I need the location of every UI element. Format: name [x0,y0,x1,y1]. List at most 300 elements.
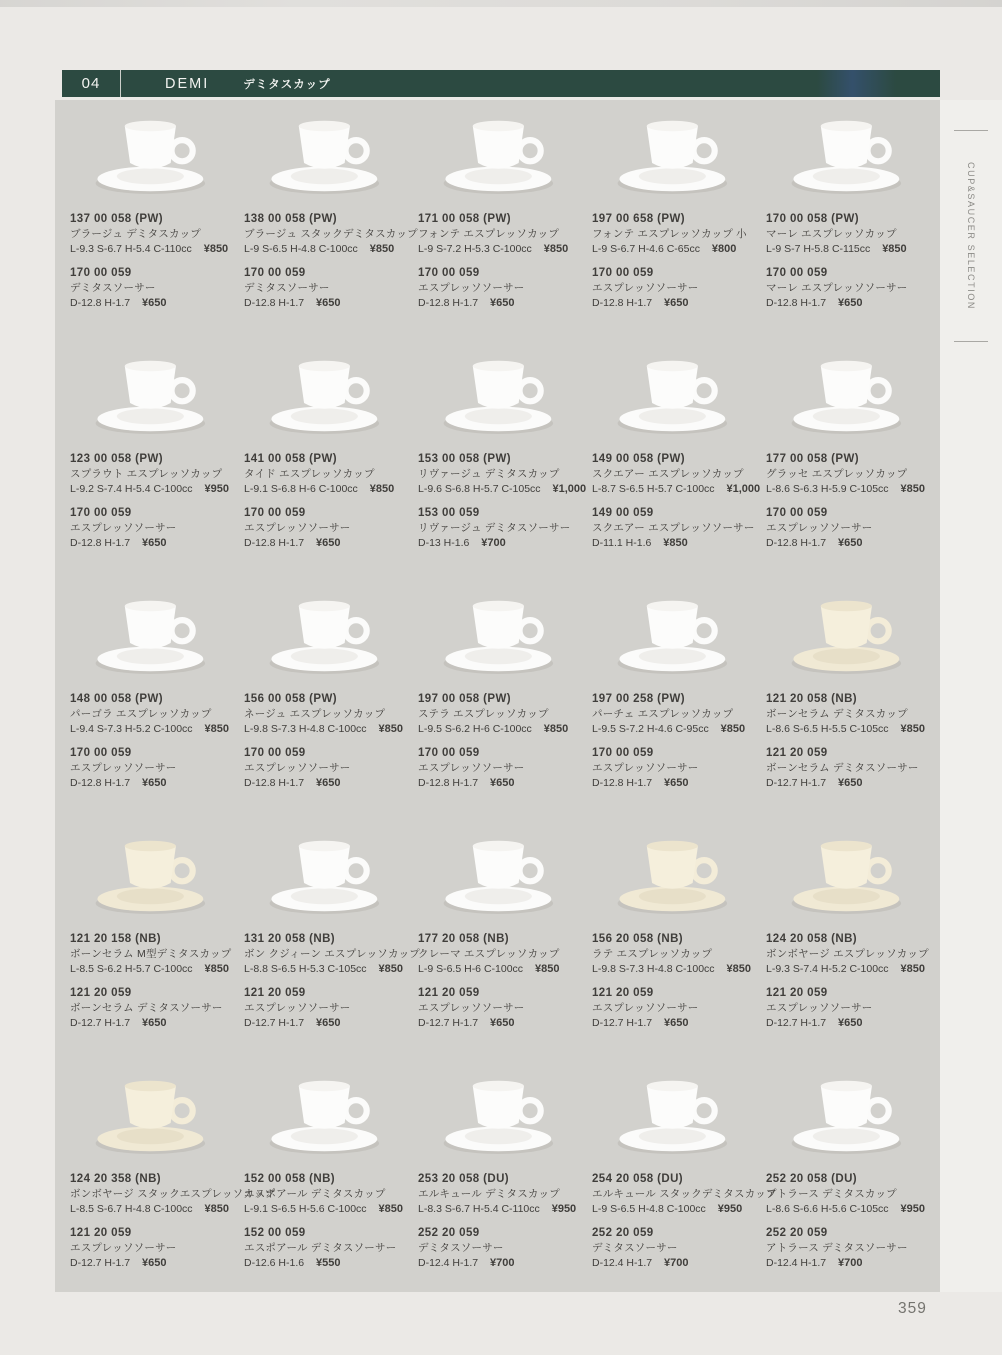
saucer-name: エスプレッソソーサー [592,1002,699,1014]
saucer-dimensions: D-12.7 H-1.7 [592,1017,653,1029]
cup-name: スクエアー エスプレッソカップ [592,468,744,480]
cup-code: 124 20 058 (NB) [766,933,858,945]
cup-and-saucer-image [774,590,924,682]
cup-dimensions: L-9 S-6.5 H-4.8 C-100cc [592,1203,706,1215]
product-cell [414,346,587,585]
saucer-dimensions: D-13 H-1.6 [418,537,470,549]
saucer-code: 149 00 059 [592,507,654,519]
product-info [418,1172,583,1271]
saucer-name: スクエアー エスプレッソソーサー [592,522,755,534]
cup-name: リヴァージュ デミタスカップ [418,468,560,480]
cup-and-saucer-image [600,830,750,922]
cup-and-saucer-image [774,110,924,202]
cup-name: ボーンセラム M型デミタスカップ [70,948,232,960]
cup-dimensions: L-9.4 S-7.3 H-5.2 C-100cc [70,723,193,735]
saucer-spec-line [766,1256,931,1271]
cup-and-saucer-image [252,1070,402,1162]
product-info [766,452,931,551]
saucer-price: ¥650 [490,777,515,789]
saucer-name: エスプレッソソーサー [244,522,351,534]
saucer-price: ¥650 [838,777,863,789]
cup-code: 124 20 358 (NB) [70,1173,162,1185]
product-photo [418,826,583,922]
cup-name: エスポアール デミタスカップ [244,1188,386,1200]
product-cell [588,586,761,825]
saucer-price: ¥650 [664,777,689,789]
saucer-dimensions: D-12.8 H-1.7 [766,537,827,549]
saucer-spec-line [418,536,583,551]
product-photo [592,1066,757,1162]
cup-name: アトラース デミタスカップ [766,1188,897,1200]
product-photo [70,106,235,202]
saucer-spec-line [244,776,409,791]
saucer-spec-line [244,536,409,551]
cup-dimensions: L-9.3 S-6.7 H-5.4 C-110cc [70,243,192,255]
saucer-code: 170 00 059 [418,747,480,759]
product-info [592,1172,777,1271]
product-photo [766,106,931,202]
cup-spec-line [244,962,409,977]
product-photo [70,1066,235,1162]
saucer-code: 170 00 059 [70,507,132,519]
cup-and-saucer-image [252,590,402,682]
saucer-spec-line [592,1016,757,1031]
cup-name: ボーンセラム デミタスカップ [766,708,908,720]
cup-and-saucer-image [78,350,228,442]
saucer-spec-line [592,296,757,311]
product-cell [762,346,935,585]
saucer-code: 252 20 059 [592,1227,654,1239]
product-photo [418,1066,583,1162]
cup-dimensions: L-9 S-6.5 H-4.8 C-100cc [244,243,358,255]
cup-and-saucer-image [78,590,228,682]
saucer-name: エスプレッソソーサー [766,1002,873,1014]
product-photo [592,106,757,202]
cup-price: ¥850 [204,1203,229,1215]
saucer-code: 121 20 059 [70,987,132,999]
product-info [766,692,931,791]
cup-dimensions: L-9.5 S-7.2 H-4.6 C-95cc [592,723,709,735]
cup-spec-line [244,1202,409,1217]
saucer-dimensions: D-12.4 H-1.7 [766,1257,827,1269]
cup-spec-line [418,1202,583,1217]
right-sidebar-strip [940,100,1002,1292]
product-cell [762,106,935,345]
saucer-spec-line [70,776,235,791]
cup-spec-line [244,482,409,497]
saucer-dimensions: D-12.8 H-1.7 [244,777,305,789]
cup-name: ボン クジィーン エスプレッソカップ [244,948,420,960]
cup-price: ¥850 [204,723,229,735]
cup-and-saucer-image [252,350,402,442]
saucer-code: 121 20 059 [244,987,306,999]
cup-price: ¥850 [378,723,403,735]
cup-and-saucer-image [78,1070,228,1162]
product-info [766,932,931,1031]
product-cell [414,1066,587,1305]
saucer-code: 121 20 059 [766,747,828,759]
product-info [418,212,583,311]
product-cell [66,586,239,825]
saucer-code: 121 20 059 [418,987,480,999]
cup-dimensions: L-9.1 S-6.8 H-6 C-100cc [244,483,358,495]
sidebar-label: CUP&SAUCER SELECTION [966,161,976,311]
product-photo [418,346,583,442]
saucer-code: 121 20 059 [766,987,828,999]
saucer-name: エスプレッソソーサー [70,1242,177,1254]
saucer-dimensions: D-12.8 H-1.7 [592,777,653,789]
saucer-dimensions: D-12.7 H-1.7 [418,1017,479,1029]
cup-name: パーゴラ エスプレッソカップ [70,708,212,720]
chapter-number: 04 [81,75,101,92]
saucer-dimensions: D-12.7 H-1.7 [766,1017,827,1029]
cup-name: パーチェ エスプレッソカップ [592,708,734,720]
cup-name: フォンテ エスプレッソカップ [418,228,560,240]
saucer-spec-line [244,1016,409,1031]
cup-code: 197 00 058 (PW) [418,693,511,705]
saucer-spec-line [766,296,931,311]
cup-price: ¥950 [717,1203,743,1215]
saucer-dimensions: D-12.8 H-1.7 [418,297,479,309]
product-cell [414,826,587,1065]
cup-name: ステラ エスプレッソカップ [418,708,549,720]
product-info [70,932,235,1031]
cup-spec-line [70,242,235,257]
saucer-spec-line [418,1256,583,1271]
cup-code: 171 00 058 (PW) [418,213,511,225]
saucer-price: ¥650 [142,537,167,549]
cup-dimensions: L-8.5 S-6.7 H-4.8 C-100cc [70,1203,193,1215]
cup-spec-line [418,482,587,497]
saucer-spec-line [766,536,931,551]
product-cell [588,346,761,585]
product-photo [418,106,583,202]
cup-spec-line [244,722,409,737]
saucer-spec-line [70,1016,235,1031]
saucer-price: ¥700 [838,1257,863,1269]
cup-and-saucer-image [426,590,576,682]
product-cell [762,586,935,825]
cup-code: 156 20 058 (NB) [592,933,684,945]
saucer-name: エスプレッソソーサー [766,522,873,534]
cup-spec-line [766,962,931,977]
product-info [766,212,931,311]
cup-price: ¥850 [369,483,395,495]
saucer-price: ¥650 [838,297,863,309]
cup-price: ¥1,000 [552,483,587,495]
product-info [766,1172,931,1271]
cup-spec-line [70,722,235,737]
cup-code: 254 20 058 (DU) [592,1173,684,1185]
cup-price: ¥850 [378,963,403,975]
saucer-price: ¥650 [142,777,167,789]
cup-and-saucer-image [426,1070,576,1162]
section-title-jp: デミタスカップ [243,78,331,91]
cup-code: 121 20 058 (NB) [766,693,858,705]
product-info [592,212,757,311]
cup-price: ¥850 [203,243,229,255]
product-info [418,932,583,1031]
product-info [592,452,761,551]
cup-dimensions: L-8.7 S-6.5 H-5.7 C-100cc [592,483,715,495]
saucer-spec-line [70,536,235,551]
cup-price: ¥850 [882,243,907,255]
cup-and-saucer-image [426,350,576,442]
cup-dimensions: L-9.2 S-7.4 H-5.4 C-100cc [70,483,193,495]
saucer-name: デミタスソーサー [592,1242,678,1254]
cup-code: 152 00 058 (NB) [244,1173,336,1185]
cup-dimensions: L-9.8 S-7.3 H-4.8 C-100cc [244,723,367,735]
saucer-name: エスプレッソソーサー [592,282,699,294]
product-cell [240,586,413,825]
cup-name: エルキュール スタックデミタスカップ [592,1188,777,1200]
product-photo [70,346,235,442]
saucer-code: 170 00 059 [244,507,306,519]
cup-spec-line [592,242,757,257]
product-cell [588,826,761,1065]
saucer-name: エスプレッソソーサー [244,1002,351,1014]
saucer-price: ¥650 [838,537,863,549]
cup-code: 131 20 058 (NB) [244,933,336,945]
cup-code: 141 00 058 (PW) [244,453,337,465]
header-divider [120,70,121,97]
cup-price: ¥950 [900,1203,925,1215]
saucer-spec-line [418,1016,583,1031]
product-info [244,212,418,311]
cup-price: ¥1,000 [726,483,761,495]
cup-dimensions: L-9.1 S-6.5 H-5.6 C-100cc [244,1203,367,1215]
cup-spec-line [418,722,583,737]
saucer-name: エスプレッソソーサー [418,1002,525,1014]
saucer-dimensions: D-12.8 H-1.7 [70,537,131,549]
cup-name: ネージュ エスプレッソカップ [244,708,386,720]
saucer-price: ¥550 [316,1257,341,1269]
saucer-spec-line [244,296,409,311]
saucer-code: 170 00 059 [592,267,654,279]
saucer-name: エスプレッソソーサー [70,762,177,774]
product-cell [66,346,239,585]
cup-name: スプラウト エスプレッソカップ [70,468,223,480]
product-photo [766,586,931,682]
cup-code: 177 20 058 (NB) [418,933,510,945]
saucer-dimensions: D-12.8 H-1.7 [244,297,305,309]
product-cell [240,106,418,345]
cup-price: ¥850 [720,723,746,735]
saucer-price: ¥650 [316,537,341,549]
cup-code: 253 20 058 (DU) [418,1173,510,1185]
product-cell [66,826,239,1065]
saucer-price: ¥700 [664,1257,689,1269]
product-cell [414,106,587,345]
saucer-spec-line [70,296,235,311]
cup-and-saucer-image [774,830,924,922]
cup-name: ブラージュ スタックデミタスカップ [244,228,418,240]
cup-name: フォンテ エスプレッソカップ 小 [592,228,747,240]
cup-and-saucer-image [600,590,750,682]
saucer-price: ¥650 [838,1017,863,1029]
saucer-spec-line [70,1256,235,1271]
saucer-price: ¥650 [316,297,341,309]
product-cell [588,1066,777,1305]
saucer-dimensions: D-12.4 H-1.7 [592,1257,653,1269]
cup-dimensions: L-9.3 S-7.4 H-5.2 C-100cc [766,963,889,975]
saucer-name: リヴァージュ デミタスソーサー [418,522,571,534]
saucer-spec-line [244,1256,409,1271]
product-info [70,452,235,551]
saucer-price: ¥650 [142,1257,167,1269]
saucer-code: 170 00 059 [244,267,306,279]
saucer-price: ¥650 [664,297,689,309]
saucer-name: デミタスソーサー [418,1242,504,1254]
product-info [244,692,409,791]
cup-spec-line [766,1202,931,1217]
product-cell [240,1066,413,1305]
saucer-code: 170 00 059 [766,507,828,519]
saucer-name: エスプレッソソーサー [592,762,699,774]
product-photo [592,586,757,682]
product-photo [592,346,757,442]
cup-spec-line [766,482,931,497]
saucer-name: エスプレッソソーサー [70,522,177,534]
cup-spec-line [418,962,583,977]
product-photo [592,826,757,922]
product-cell [240,346,413,585]
cup-and-saucer-image [252,110,402,202]
cup-name: クレーマ エスプレッソカップ [418,948,560,960]
cup-dimensions: L-8.8 S-6.5 H-5.3 C-105cc [244,963,367,975]
cup-code: 156 00 058 (PW) [244,693,337,705]
saucer-code: 170 00 059 [244,747,306,759]
section-header-bar [62,70,940,97]
cup-spec-line [766,242,931,257]
cup-price: ¥850 [543,243,569,255]
cup-and-saucer-image [600,110,750,202]
saucer-code: 170 00 059 [766,267,828,279]
saucer-name: ボーンセラム デミタスソーサー [70,1002,223,1014]
saucer-code: 121 20 059 [592,987,654,999]
cup-code: 153 00 058 (PW) [418,453,511,465]
cup-code: 252 20 058 (DU) [766,1173,858,1185]
cup-price: ¥850 [543,723,569,735]
saucer-name: エスプレッソソーサー [244,762,351,774]
cup-spec-line [70,482,235,497]
cup-code: 138 00 058 (PW) [244,213,337,225]
cup-code: 197 00 658 (PW) [592,213,685,225]
cup-dimensions: L-8.6 S-6.5 H-5.5 C-105cc [766,723,889,735]
product-photo [244,586,409,682]
saucer-code: 170 00 059 [418,267,480,279]
saucer-price: ¥700 [490,1257,515,1269]
cup-and-saucer-image [426,830,576,922]
product-photo [244,826,409,922]
cup-price: ¥950 [551,1203,577,1215]
cup-dimensions: L-9 S-6.5 H-6 C-100cc [418,963,524,975]
saucer-name: デミタスソーサー [244,282,330,294]
saucer-code: 170 00 059 [70,747,132,759]
scan-edge-artifact [0,0,1002,7]
product-cell [762,826,935,1065]
saucer-price: ¥700 [481,537,506,549]
saucer-price: ¥650 [490,1017,515,1029]
cup-spec-line [592,722,757,737]
saucer-spec-line [766,776,931,791]
saucer-price: ¥650 [490,297,515,309]
cup-code: 170 00 058 (PW) [766,213,859,225]
saucer-dimensions: D-11.1 H-1.6 [592,537,652,549]
product-info [418,692,583,791]
cup-name: マーレ エスプレッソカップ [766,228,897,240]
cup-name: ブラージュ デミタスカップ [70,228,201,240]
cup-and-saucer-image [252,830,402,922]
saucer-spec-line [418,296,583,311]
cup-code: 121 20 158 (NB) [70,933,162,945]
saucer-dimensions: D-12.8 H-1.7 [766,297,827,309]
saucer-code: 152 00 059 [244,1227,306,1239]
sidebar-tab [954,130,988,342]
product-photo [244,346,409,442]
cup-dimensions: L-9 S-7 H-5.8 C-115cc [766,243,871,255]
product-info [592,692,757,791]
saucer-dimensions: D-12.7 H-1.7 [70,1257,131,1269]
product-photo [244,1066,409,1162]
product-cell [66,106,239,345]
saucer-name: マーレ エスプレッソソーサー [766,282,908,294]
section-title-en: DEMI [165,75,210,92]
cup-name: ラテ エスプレッソカップ [592,948,713,960]
saucer-price: ¥650 [664,1017,689,1029]
product-info [244,932,420,1031]
cup-spec-line [592,482,761,497]
cup-price: ¥850 [369,243,395,255]
cup-spec-line [592,962,757,977]
saucer-dimensions: D-12.8 H-1.7 [244,537,305,549]
cup-spec-line [592,1202,757,1217]
saucer-code: 252 20 059 [418,1227,480,1239]
saucer-code: 252 20 059 [766,1227,828,1239]
saucer-price: ¥850 [663,537,688,549]
cup-and-saucer-image [600,350,750,442]
cup-dimensions: L-8.5 S-6.2 H-5.7 C-100cc [70,963,193,975]
cup-spec-line [766,722,931,737]
cup-and-saucer-image [600,1070,750,1162]
saucer-dimensions: D-12.8 H-1.7 [418,777,479,789]
cup-price: ¥850 [204,963,229,975]
saucer-name: エスプレッソソーサー [418,762,525,774]
saucer-name: エスプレッソソーサー [418,282,525,294]
cup-dimensions: L-9.8 S-7.3 H-4.8 C-100cc [592,963,715,975]
cup-name: グラッセ エスプレッソカップ [766,468,908,480]
product-cell [762,1066,935,1305]
saucer-code: 170 00 059 [592,747,654,759]
saucer-price: ¥650 [316,777,341,789]
saucer-name: アトラース デミタスソーサー [766,1242,908,1254]
saucer-price: ¥650 [316,1017,341,1029]
cup-dimensions: L-8.6 S-6.3 H-5.9 C-105cc [766,483,889,495]
saucer-spec-line [418,776,583,791]
cup-and-saucer-image [78,830,228,922]
product-photo [418,586,583,682]
cup-price: ¥850 [378,1203,403,1215]
cup-name: ボンボヤージ スタックエスプレッソカップ [70,1188,276,1200]
product-cell [414,586,587,825]
saucer-spec-line [766,1016,931,1031]
cup-and-saucer-image [774,1070,924,1162]
product-info [592,932,757,1031]
saucer-code: 153 00 059 [418,507,480,519]
product-info [244,452,409,551]
cup-code: 148 00 058 (PW) [70,693,163,705]
product-info [418,452,587,551]
